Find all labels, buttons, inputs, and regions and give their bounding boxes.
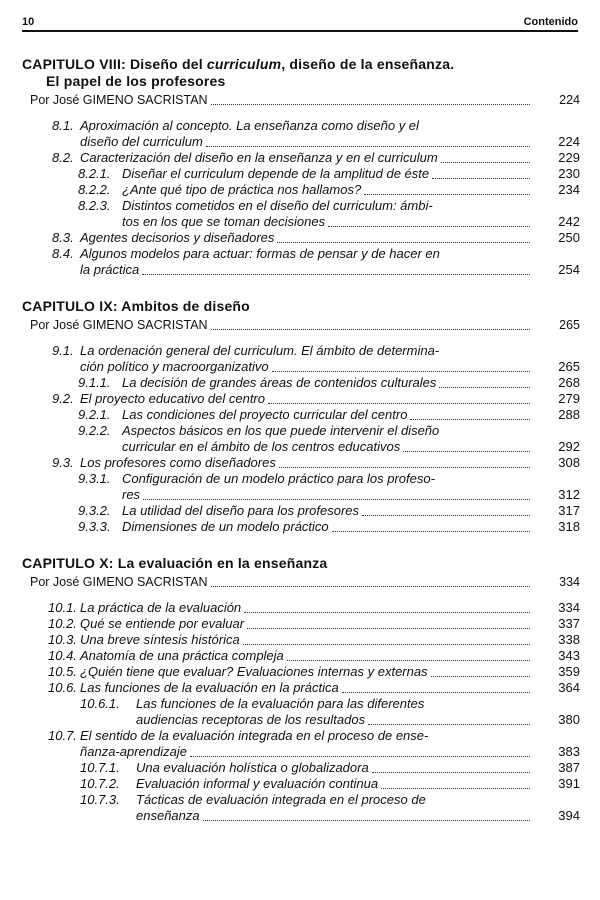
table-of-contents: [22, 56, 580, 836]
toc-entry-9-1: 9.1. La ordenación general del curriculum. El ámbito de determina- ción político y macroorganizativo 265: [52, 343, 580, 374]
toc-entry-8-1: 8.1. Aproximación al concepto. La enseñanza como diseño y el diseño del curriculum 224: [52, 118, 580, 149]
chapter-title: CAPITULO X: La evaluación en la enseñanza: [22, 555, 328, 571]
toc-entry-9-3: 9.3. Los profesores como diseñadores 308: [52, 455, 580, 470]
toc-entry-9-3-3: 9.3.3. Dimensiones de un modelo práctico 318: [78, 519, 580, 534]
page-header: [22, 12, 578, 32]
toc-entry-10-4: 10.4. Anatomía de una práctica compleja 343: [48, 648, 580, 663]
running-title: Contenido: [523, 16, 578, 28]
chapter-author: Por José GIMENO SACRISTAN 224: [30, 93, 580, 107]
toc-entry-8-4: 8.4. Algunos modelos para actuar: formas de pensar y de hacer en la práctica 254: [52, 246, 580, 277]
toc-entry-10-7-1: 10.7.1. Una evaluación holística o globalizadora 387: [80, 760, 580, 775]
toc-entry-8-2-3: 8.2.3. Distintos cometidos en el diseño del curriculum: ámbi- tos en los que se toman decisiones 242: [78, 198, 580, 229]
toc-entry-10-7-3: 10.7.3. Tácticas de evaluación integrada en el proceso de enseñanza 394: [80, 792, 580, 823]
toc-entry-9-2-2: 9.2.2. Aspectos básicos en los que puede intervenir el diseño curricular en el ámbito de los centros educativos 292: [78, 423, 580, 454]
toc-entry-9-2: 9.2. El proyecto educativo del centro 279: [52, 391, 580, 406]
toc-entry-8-2-2: 8.2.2. ¿Ante qué tipo de práctica nos hallamos? 234: [78, 182, 580, 197]
toc-entry-10-6-1: 10.6.1. Las funciones de la evaluación para las diferentes audiencias receptoras de los resultados 380: [80, 696, 580, 727]
page-number: 10: [22, 16, 35, 28]
toc-entry-10-7-2: 10.7.2. Evaluación informal y evaluación continua 391: [80, 776, 580, 791]
chapter-author: Por José GIMENO SACRISTAN 265: [30, 318, 580, 332]
toc-entry-10-7: 10.7. El sentido de la evaluación integrada en el proceso de ense- ñanza-aprendizaje 383: [48, 728, 580, 759]
toc-entry-10-6: 10.6. Las funciones de la evaluación en la práctica 364: [48, 680, 580, 695]
toc-entry-10-2: 10.2. Qué se entiende por evaluar 337: [48, 616, 580, 631]
toc-entry-10-1: 10.1. La práctica de la evaluación 334: [48, 600, 580, 615]
chapter-8: [22, 56, 580, 278]
chapter-title: CAPITULO VIII: Diseño del curriculum, diseño de la enseñanza. El papel de los profesores: [22, 56, 455, 89]
toc-entry-10-5: 10.5. ¿Quién tiene que evaluar? Evaluaciones internas y externas 359: [48, 664, 580, 679]
toc-entry-8-2: 8.2. Caracterización del diseño en la enseñanza y en el curriculum 229: [52, 150, 580, 165]
chapter-author: Por José GIMENO SACRISTAN 334: [30, 575, 580, 589]
chapter-title: CAPITULO IX: Ambitos de diseño: [22, 298, 250, 314]
toc-entry-8-3: 8.3. Agentes decisorios y diseñadores 250: [52, 230, 580, 245]
toc-entry-9-2-1: 9.2.1. Las condiciones del proyecto curricular del centro 288: [78, 407, 580, 422]
toc-entry-8-2-1: 8.2.1. Diseñar el curriculum depende de la amplitud de éste 230: [78, 166, 580, 181]
toc-entry-9-3-2: 9.3.2. La utilidad del diseño para los profesores 317: [78, 503, 580, 518]
chapter-10: [22, 555, 580, 824]
toc-entry-10-3: 10.3. Una breve síntesis histórica 338: [48, 632, 580, 647]
toc-entry-9-3-1: 9.3.1. Configuración de un modelo práctico para los profeso- res 312: [78, 471, 580, 502]
toc-entry-9-1-1: 9.1.1. La decisión de grandes áreas de contenidos culturales 268: [78, 375, 580, 390]
chapter-9: [22, 298, 580, 535]
